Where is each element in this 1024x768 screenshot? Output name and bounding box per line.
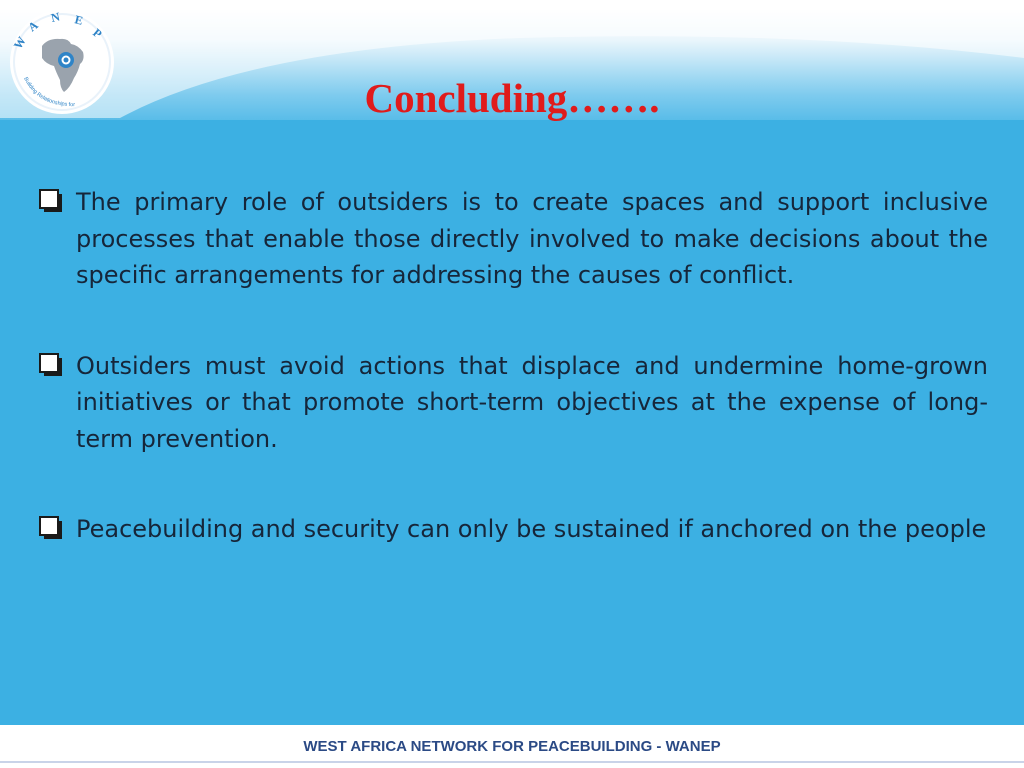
checkbox-bullet-icon — [38, 352, 64, 378]
svg-text:P: P — [90, 25, 105, 42]
checkbox-bullet-icon — [38, 515, 64, 541]
bullet-text: The primary role of outsiders is to create spaces and support inclusive processes that enable those directly involved to make decisions about the specific arrangements for addressing the causes of conflict. — [76, 188, 988, 289]
footer-text: WEST AFRICA NETWORK FOR PEACEBUILDING - WANEP — [303, 738, 721, 755]
bullet-list — [38, 184, 988, 602]
bullet-item — [38, 511, 988, 548]
bullet-item — [38, 184, 988, 294]
bullet-text: Peacebuilding and security can only be sustained if anchored on the people — [76, 515, 987, 543]
bullet-item — [38, 348, 988, 458]
logo-tagline: Building Relationships for — [22, 76, 76, 109]
slide-title: Concluding……. — [364, 75, 660, 121]
svg-text:E: E — [73, 12, 85, 28]
svg-text:W: W — [10, 33, 29, 52]
checkbox-bullet-icon — [38, 188, 64, 214]
svg-text:N: N — [49, 9, 62, 25]
svg-text:A: A — [25, 17, 41, 35]
bullet-text: Outsiders must avoid actions that displace and undermine home-grown initiatives or that promote short-term objectives at the expense of long-term prevention. — [76, 351, 988, 453]
footer-divider — [0, 761, 1024, 763]
